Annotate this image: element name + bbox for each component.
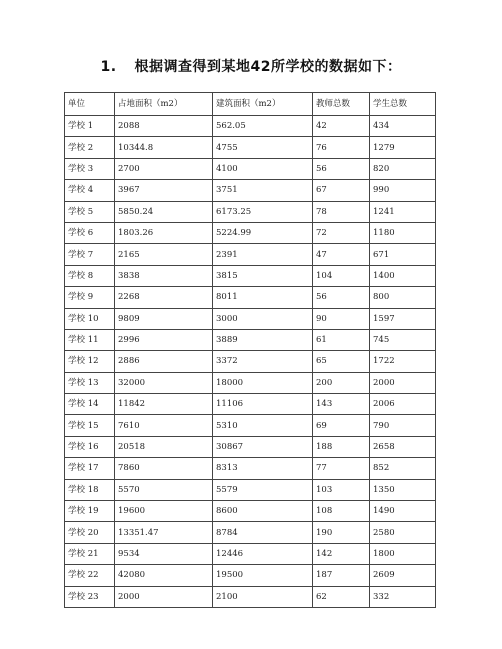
cell-students: 1722 — [370, 351, 436, 372]
cell-land-area: 10344.8 — [115, 137, 213, 158]
cell-teachers: 72 — [313, 222, 370, 243]
cell-building-area: 19500 — [213, 565, 313, 586]
cell-building-area: 11106 — [213, 394, 313, 415]
cell-building-area: 5310 — [213, 415, 313, 436]
cell-teachers: 42 — [313, 116, 370, 137]
cell-unit: 学校 18 — [65, 479, 115, 500]
cell-teachers: 103 — [313, 479, 370, 500]
cell-land-area: 2886 — [115, 351, 213, 372]
cell-unit: 学校 3 — [65, 158, 115, 179]
table-row — [65, 458, 436, 479]
cell-land-area: 20518 — [115, 436, 213, 457]
cell-unit: 学校 2 — [65, 137, 115, 158]
cell-teachers: 108 — [313, 501, 370, 522]
cell-teachers: 90 — [313, 308, 370, 329]
header-cell-building-area: 建筑面积（m2） — [213, 93, 313, 116]
header-cell-teachers: 教师总数 — [313, 93, 370, 116]
cell-land-area: 9809 — [115, 308, 213, 329]
cell-teachers: 142 — [313, 543, 370, 564]
header-cell-unit: 单位 — [65, 93, 115, 116]
cell-unit: 学校 11 — [65, 329, 115, 350]
table-body — [65, 93, 436, 608]
cell-building-area: 30867 — [213, 436, 313, 457]
cell-students: 2658 — [370, 436, 436, 457]
cell-unit: 学校 1 — [65, 116, 115, 137]
title-number: 1. — [100, 59, 117, 75]
cell-unit: 学校 4 — [65, 180, 115, 201]
table-row — [65, 501, 436, 522]
cell-teachers: 104 — [313, 265, 370, 286]
cell-teachers: 56 — [313, 287, 370, 308]
cell-land-area: 5850.24 — [115, 201, 213, 222]
cell-land-area: 2996 — [115, 329, 213, 350]
cell-building-area: 8600 — [213, 501, 313, 522]
cell-building-area: 5579 — [213, 479, 313, 500]
table-row — [65, 308, 436, 329]
cell-building-area: 3815 — [213, 265, 313, 286]
cell-students: 745 — [370, 329, 436, 350]
table-row — [65, 415, 436, 436]
cell-students: 2006 — [370, 394, 436, 415]
cell-students: 1400 — [370, 265, 436, 286]
table-row — [65, 137, 436, 158]
cell-building-area: 3000 — [213, 308, 313, 329]
cell-teachers: 62 — [313, 586, 370, 607]
cell-unit: 学校 15 — [65, 415, 115, 436]
cell-students: 2609 — [370, 565, 436, 586]
cell-students: 1490 — [370, 501, 436, 522]
cell-land-area: 2000 — [115, 586, 213, 607]
cell-unit: 学校 7 — [65, 244, 115, 265]
cell-teachers: 67 — [313, 180, 370, 201]
cell-building-area: 2100 — [213, 586, 313, 607]
table-row — [65, 394, 436, 415]
table-row — [65, 522, 436, 543]
table-row — [65, 543, 436, 564]
table-row — [65, 222, 436, 243]
cell-building-area: 3372 — [213, 351, 313, 372]
cell-teachers: 190 — [313, 522, 370, 543]
header-cell-land-area: 占地面积（m2） — [115, 93, 213, 116]
cell-unit: 学校 21 — [65, 543, 115, 564]
cell-building-area: 4755 — [213, 137, 313, 158]
cell-teachers: 56 — [313, 158, 370, 179]
cell-land-area: 2165 — [115, 244, 213, 265]
cell-land-area: 32000 — [115, 372, 213, 393]
cell-unit: 学校 5 — [65, 201, 115, 222]
cell-building-area: 18000 — [213, 372, 313, 393]
cell-teachers: 69 — [313, 415, 370, 436]
cell-unit: 学校 22 — [65, 565, 115, 586]
header-cell-students: 学生总数 — [370, 93, 436, 116]
table-row — [65, 265, 436, 286]
cell-building-area: 2391 — [213, 244, 313, 265]
cell-land-area: 11842 — [115, 394, 213, 415]
table-row — [65, 158, 436, 179]
cell-unit: 学校 6 — [65, 222, 115, 243]
title-text: 根据调查得到某地42所学校的数据如下： — [134, 59, 402, 75]
cell-land-area: 1803.26 — [115, 222, 213, 243]
cell-unit: 学校 19 — [65, 501, 115, 522]
cell-unit: 学校 8 — [65, 265, 115, 286]
cell-building-area: 5224.99 — [213, 222, 313, 243]
cell-building-area: 12446 — [213, 543, 313, 564]
table-row — [65, 372, 436, 393]
cell-unit: 学校 12 — [65, 351, 115, 372]
table-row — [65, 180, 436, 201]
document-title — [0, 56, 502, 78]
cell-land-area: 2268 — [115, 287, 213, 308]
table-row — [65, 565, 436, 586]
school-data-table — [64, 92, 436, 608]
table-row — [65, 351, 436, 372]
cell-students: 852 — [370, 458, 436, 479]
cell-land-area: 19600 — [115, 501, 213, 522]
cell-teachers: 76 — [313, 137, 370, 158]
cell-land-area: 3838 — [115, 265, 213, 286]
cell-students: 800 — [370, 287, 436, 308]
table-row — [65, 436, 436, 457]
cell-land-area: 13351.47 — [115, 522, 213, 543]
cell-teachers: 187 — [313, 565, 370, 586]
cell-students: 1180 — [370, 222, 436, 243]
cell-students: 2580 — [370, 522, 436, 543]
cell-unit: 学校 23 — [65, 586, 115, 607]
cell-land-area: 2088 — [115, 116, 213, 137]
table-header-row — [65, 93, 436, 116]
cell-unit: 学校 13 — [65, 372, 115, 393]
table-row — [65, 287, 436, 308]
table-row — [65, 201, 436, 222]
cell-students: 790 — [370, 415, 436, 436]
cell-land-area: 9534 — [115, 543, 213, 564]
cell-land-area: 3967 — [115, 180, 213, 201]
cell-unit: 学校 16 — [65, 436, 115, 457]
cell-building-area: 3751 — [213, 180, 313, 201]
cell-students: 1241 — [370, 201, 436, 222]
cell-students: 434 — [370, 116, 436, 137]
cell-students: 990 — [370, 180, 436, 201]
cell-unit: 学校 14 — [65, 394, 115, 415]
table-row — [65, 116, 436, 137]
cell-students: 820 — [370, 158, 436, 179]
cell-unit: 学校 10 — [65, 308, 115, 329]
cell-building-area: 562.05 — [213, 116, 313, 137]
cell-unit: 学校 17 — [65, 458, 115, 479]
cell-teachers: 200 — [313, 372, 370, 393]
cell-students: 1800 — [370, 543, 436, 564]
cell-building-area: 8784 — [213, 522, 313, 543]
table-row — [65, 244, 436, 265]
cell-teachers: 143 — [313, 394, 370, 415]
cell-unit: 学校 20 — [65, 522, 115, 543]
cell-building-area: 4100 — [213, 158, 313, 179]
cell-students: 1279 — [370, 137, 436, 158]
cell-building-area: 8011 — [213, 287, 313, 308]
table-row — [65, 329, 436, 350]
cell-students: 671 — [370, 244, 436, 265]
cell-building-area: 8313 — [213, 458, 313, 479]
cell-land-area: 42080 — [115, 565, 213, 586]
cell-teachers: 77 — [313, 458, 370, 479]
cell-students: 1350 — [370, 479, 436, 500]
cell-land-area: 7860 — [115, 458, 213, 479]
table-row — [65, 479, 436, 500]
cell-land-area: 2700 — [115, 158, 213, 179]
cell-building-area: 6173.25 — [213, 201, 313, 222]
cell-teachers: 65 — [313, 351, 370, 372]
cell-teachers: 47 — [313, 244, 370, 265]
cell-land-area: 7610 — [115, 415, 213, 436]
cell-teachers: 188 — [313, 436, 370, 457]
cell-teachers: 61 — [313, 329, 370, 350]
cell-students: 332 — [370, 586, 436, 607]
cell-students: 1597 — [370, 308, 436, 329]
cell-building-area: 3889 — [213, 329, 313, 350]
cell-land-area: 5570 — [115, 479, 213, 500]
cell-teachers: 78 — [313, 201, 370, 222]
cell-unit: 学校 9 — [65, 287, 115, 308]
table-row — [65, 586, 436, 607]
cell-students: 2000 — [370, 372, 436, 393]
